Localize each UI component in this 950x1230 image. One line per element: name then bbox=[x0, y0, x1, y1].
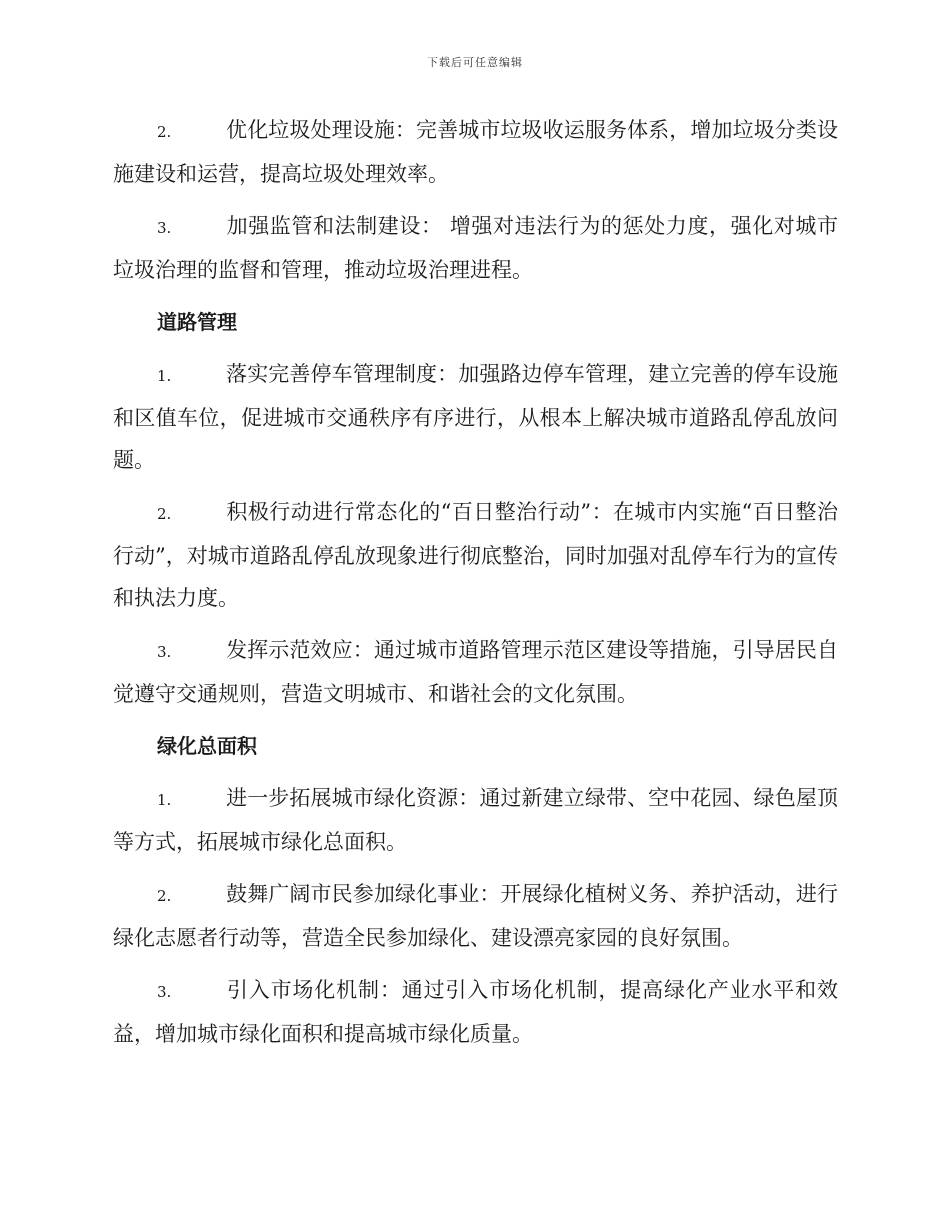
header-note: 下载后可任意编辑 bbox=[427, 56, 523, 69]
item-number: 2. bbox=[157, 123, 172, 141]
item-number: 2. bbox=[157, 505, 172, 523]
item-number: 2. bbox=[157, 887, 172, 905]
list-item bbox=[113, 777, 838, 863]
item-text: 鼓舞广阔市民参加绿化事业：开展绿化植树义务、养护活动，进行绿化志愿者行动等，营造全民参加绿化、建设漂亮家园的良好氛围。 bbox=[113, 882, 838, 950]
item-text: 进一步拓展城市绿化资源：通过新建立绿带、空中花园、绿色屋顶等方式，拓展城市绿化总面积。 bbox=[113, 786, 838, 854]
item-text: 优化垃圾处理设施：完善城市垃圾收运服务体系，增加垃圾分类设施建设和运营，提高垃圾处理效率。 bbox=[113, 118, 838, 186]
list-item bbox=[113, 353, 838, 481]
document-body bbox=[113, 109, 838, 1065]
item-number: 1. bbox=[157, 367, 172, 385]
list-item bbox=[113, 629, 838, 715]
list-item bbox=[113, 969, 838, 1055]
section-heading-road: 道路管理 bbox=[157, 310, 237, 334]
item-number: 3. bbox=[157, 983, 172, 1001]
item-text: 积极行动进行常态化的“百日整治行动”：在城市内实施“百日整治行动”，对城市道路乱停乱放现象进行彻底整治，同时加强对乱停车行为的宣传和执法力度。 bbox=[113, 500, 838, 610]
item-number: 3. bbox=[157, 219, 172, 237]
list-item bbox=[113, 109, 838, 195]
item-text: 发挥示范效应：通过城市道路管理示范区建设等措施，引导居民自觉遵守交通规则，营造文明城市、和谐社会的文化氛围。 bbox=[113, 638, 838, 706]
list-item bbox=[113, 873, 838, 959]
item-text: 加强监管和法制建设： 增强对违法行为的惩处力度，强化对城市垃圾治理的监督和管理，推动垃圾治理进程。 bbox=[113, 214, 838, 282]
list-item bbox=[113, 205, 838, 291]
item-text: 落实完善停车管理制度：加强路边停车管理，建立完善的停车设施和区值车位，促进城市交通秩序有序进行，从根本上解决城市道路乱停乱放问题。 bbox=[113, 362, 838, 472]
list-item bbox=[113, 491, 838, 619]
item-number: 3. bbox=[157, 643, 172, 661]
section-heading-greening: 绿化总面积 bbox=[157, 734, 257, 758]
item-number: 1. bbox=[157, 791, 172, 809]
item-text: 引入市场化机制：通过引入市场化机制，提高绿化产业水平和效益，增加城市绿化面积和提高城市绿化质量。 bbox=[113, 978, 838, 1046]
